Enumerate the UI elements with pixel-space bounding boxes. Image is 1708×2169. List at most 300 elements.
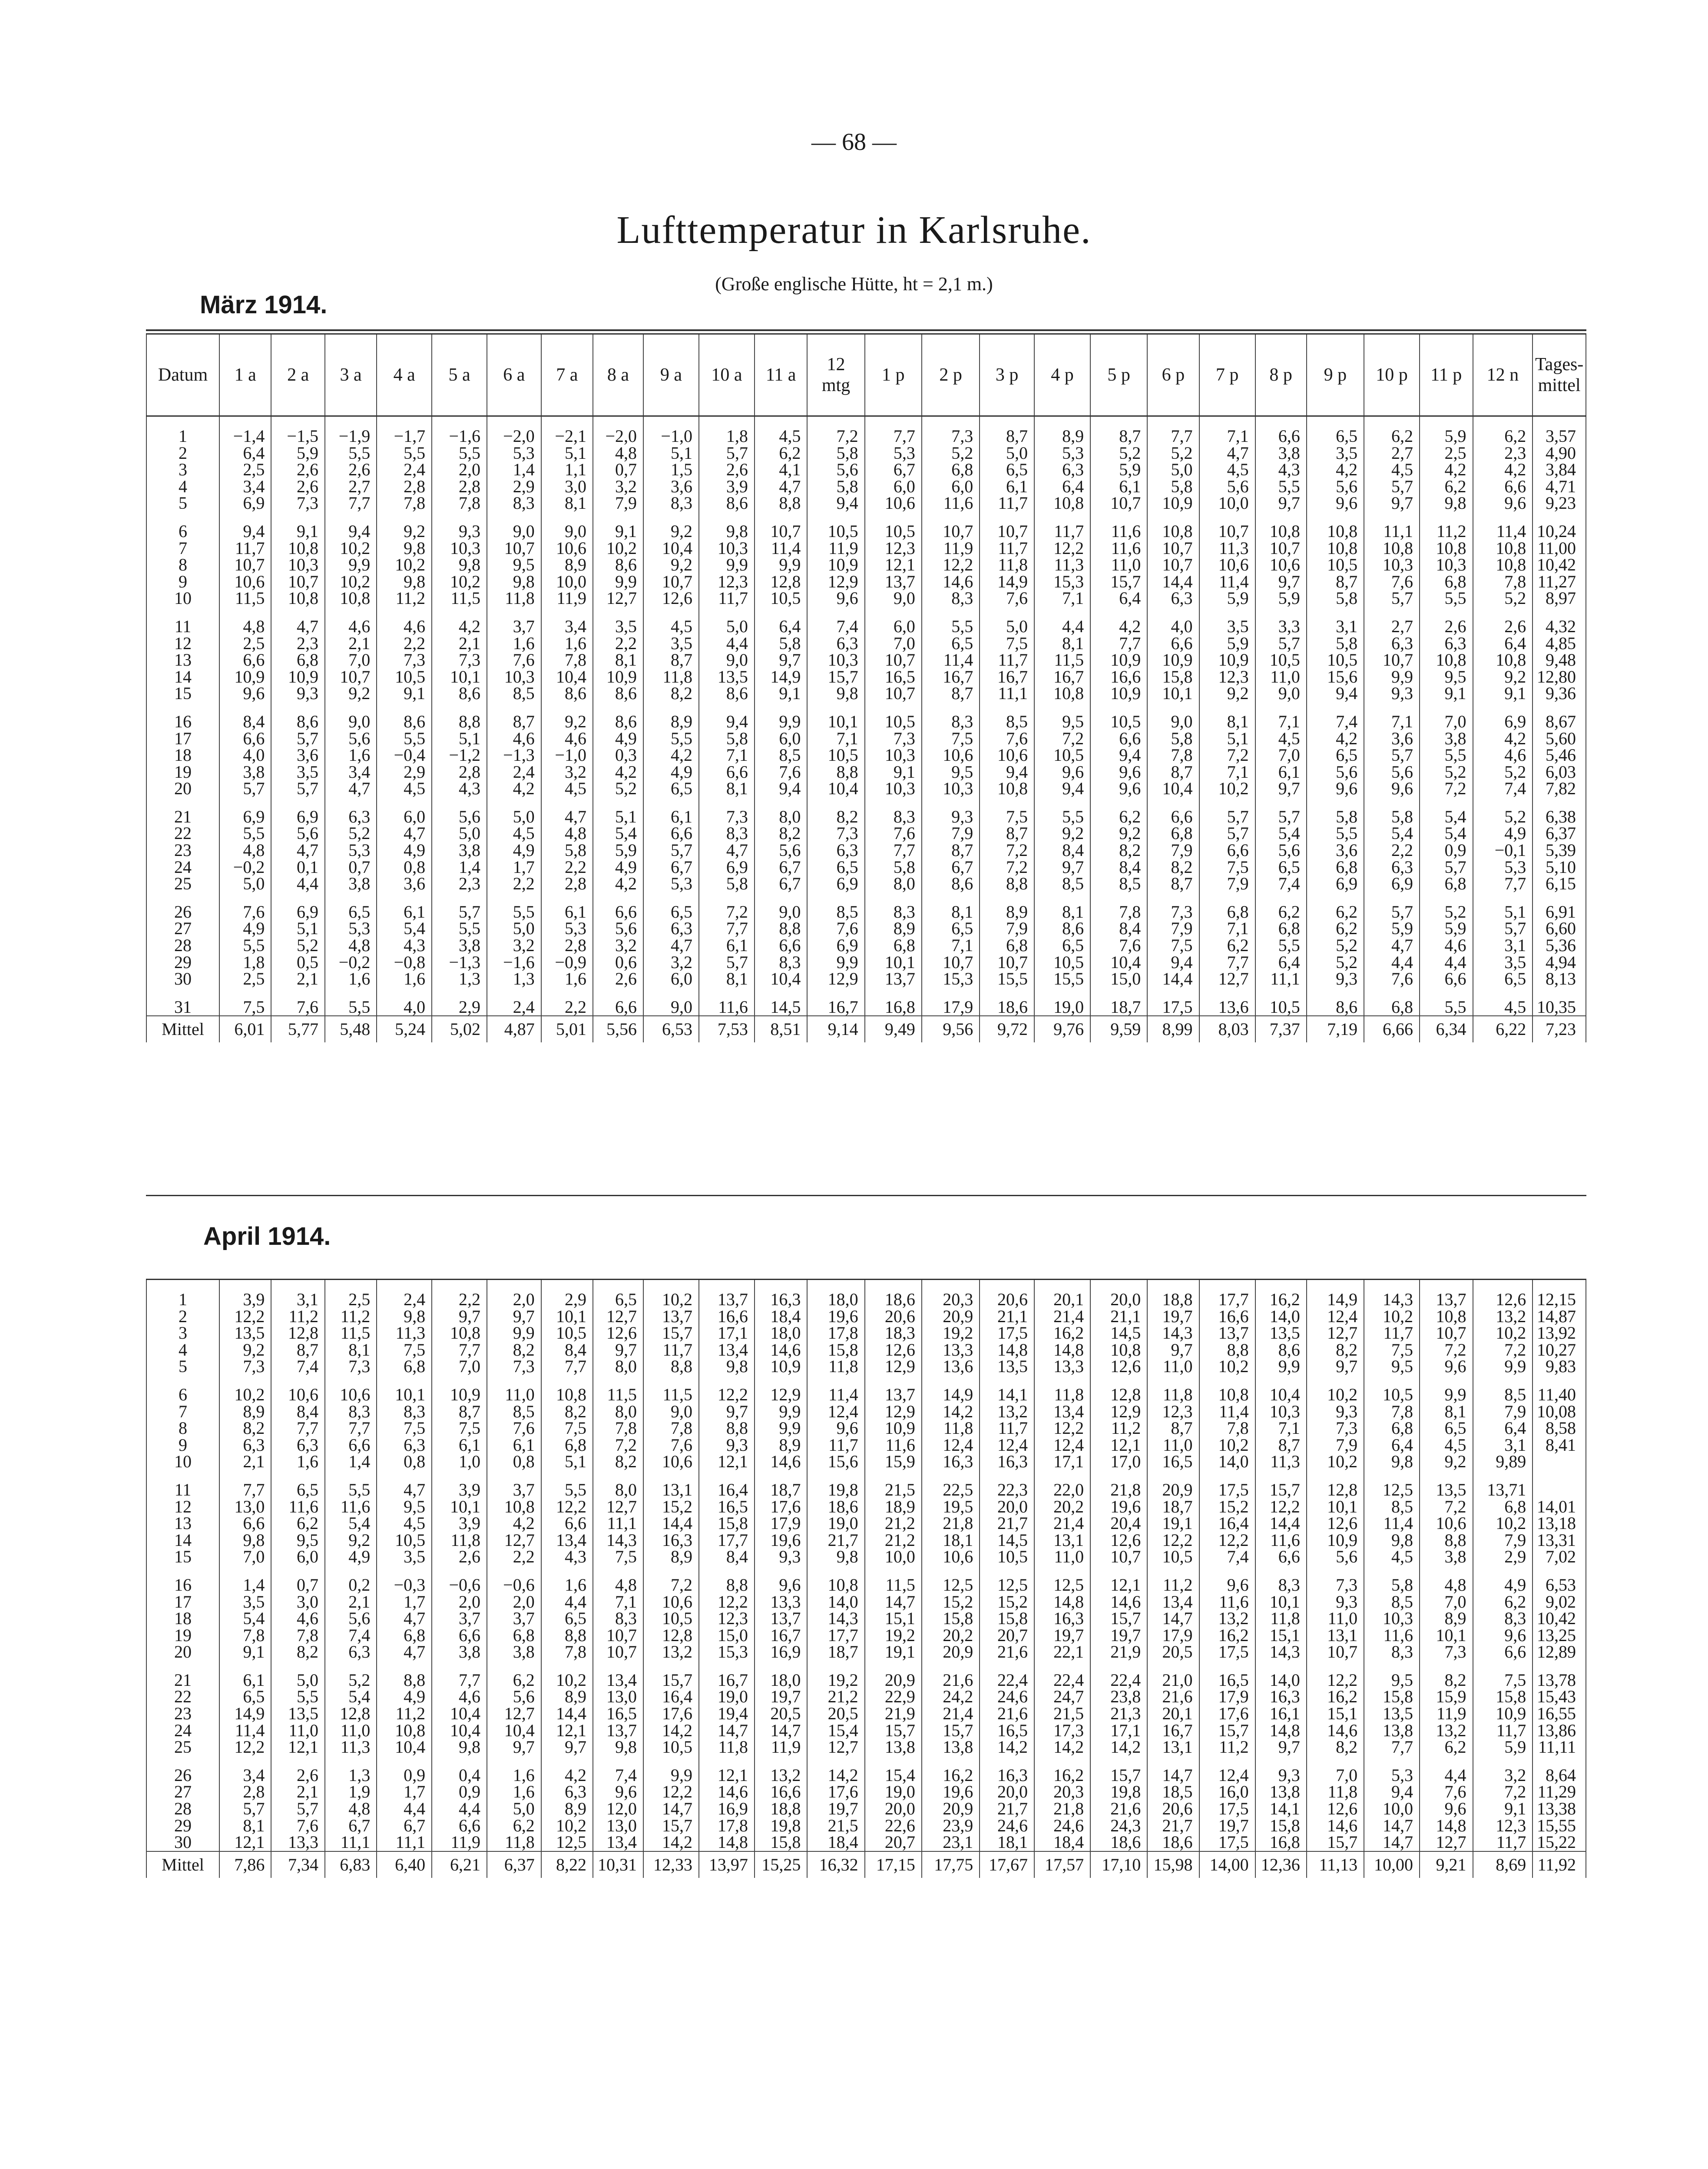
daily-mean-cell: 6,38 xyxy=(1533,809,1586,826)
temperature-cell: 22,0 xyxy=(1034,1482,1090,1499)
temperature-cell: 10,7 xyxy=(487,540,541,557)
temperature-cell: 10,1 xyxy=(807,713,864,730)
column-header: 9 p xyxy=(1307,335,1364,416)
temperature-cell: 8,3 xyxy=(1473,1610,1533,1627)
daily-mean-cell: 6,03 xyxy=(1533,764,1586,781)
temperature-cell: 14,7 xyxy=(699,1722,755,1739)
temperature-cell: 5,7 xyxy=(271,1801,325,1817)
temperature-cell: 9,9 xyxy=(755,1420,807,1437)
column-header: 8 a xyxy=(593,335,643,416)
temperature-cell: 10,8 xyxy=(1420,1308,1473,1325)
daily-mean-cell: 5,36 xyxy=(1533,937,1586,954)
temperature-cell: 14,6 xyxy=(922,574,980,590)
temperature-cell: 2,1 xyxy=(271,1784,325,1801)
temperature-cell: 17,5 xyxy=(1199,1482,1255,1499)
temperature-cell: 12,2 xyxy=(219,1739,271,1756)
temperature-cell: 8,3 xyxy=(325,1403,377,1420)
temperature-cell: 8,1 xyxy=(1034,635,1090,652)
temperature-cell: 2,6 xyxy=(271,1767,325,1784)
temperature-cell: 9,7 xyxy=(1255,780,1307,797)
temperature-cell: 5,1 xyxy=(271,920,325,937)
date-cell: 4 xyxy=(146,478,219,495)
temperature-cell: 11,0 xyxy=(1147,1437,1199,1454)
temperature-cell: 6,3 xyxy=(271,1437,325,1454)
temperature-cell: 8,7 xyxy=(1147,876,1199,892)
temperature-cell: 8,0 xyxy=(865,876,922,892)
temperature-cell: 5,5 xyxy=(432,920,487,937)
temperature-cell: 6,1 xyxy=(541,904,593,921)
temperature-cell: 14,7 xyxy=(865,1594,922,1611)
temperature-cell: 12,4 xyxy=(807,1403,864,1420)
temperature-cell: 20,6 xyxy=(1147,1801,1199,1817)
temperature-cell: 10,6 xyxy=(643,1453,699,1470)
temperature-cell: 6,8 xyxy=(922,461,980,478)
temperature-cell: 8,2 xyxy=(807,809,864,826)
temperature-cell: 18,8 xyxy=(1147,1291,1199,1308)
temperature-cell: 6,2 xyxy=(1090,809,1147,826)
temperature-cell: 3,5 xyxy=(1307,445,1364,462)
temperature-cell: 6,8 xyxy=(377,1627,432,1644)
temperature-cell: 6,6 xyxy=(1255,428,1307,445)
temperature-cell: 14,2 xyxy=(922,1403,980,1420)
temperature-cell: 10,8 xyxy=(377,1722,432,1739)
temperature-cell: 2,0 xyxy=(487,1291,541,1308)
temperature-cell: 19,2 xyxy=(865,1627,922,1644)
temperature-cell: 8,1 xyxy=(1420,1403,1473,1420)
temperature-cell: 9,2 xyxy=(1034,825,1090,842)
temperature-cell: 12,5 xyxy=(1364,1482,1420,1499)
temperature-cell: 10,3 xyxy=(865,747,922,764)
temperature-cell: 7,0 xyxy=(865,635,922,652)
temperature-cell: 10,2 xyxy=(325,540,377,557)
temperature-cell: 20,6 xyxy=(980,1291,1034,1308)
temperature-cell: 0,6 xyxy=(593,954,643,971)
temperature-cell: 13,5 xyxy=(219,1325,271,1342)
temperature-cell: 5,0 xyxy=(487,1801,541,1817)
temperature-cell: 14,7 xyxy=(643,1801,699,1817)
temperature-cell: 4,5 xyxy=(1473,999,1533,1016)
temperature-cell: 3,8 xyxy=(325,876,377,892)
temperature-cell: 5,5 xyxy=(432,445,487,462)
temperature-cell: 4,4 xyxy=(377,1801,432,1817)
temperature-cell: 6,7 xyxy=(643,859,699,876)
temperature-cell: 7,2 xyxy=(1473,1784,1533,1801)
temperature-cell: 6,5 xyxy=(980,461,1034,478)
temperature-cell: 9,9 xyxy=(1255,1358,1307,1375)
temperature-cell: 14,8 xyxy=(699,1834,755,1851)
temperature-cell: 5,6 xyxy=(1199,478,1255,495)
temperature-cell: 10,8 xyxy=(271,540,325,557)
temperature-cell: 9,6 xyxy=(219,685,271,702)
temperature-cell: 12,2 xyxy=(1307,1672,1364,1689)
temperature-cell: 5,8 xyxy=(755,635,807,652)
temperature-cell: 12,6 xyxy=(1307,1801,1364,1817)
temperature-cell: 5,7 xyxy=(1255,635,1307,652)
temperature-cell: 3,4 xyxy=(325,764,377,781)
temperature-cell: 2,8 xyxy=(541,937,593,954)
temperature-cell: 11,1 xyxy=(325,1834,377,1851)
table-frame-top xyxy=(146,329,1586,335)
temperature-cell: 6,6 xyxy=(541,1515,593,1532)
temperature-cell: 10,3 xyxy=(699,540,755,557)
temperature-cell: 15,7 xyxy=(1199,1722,1255,1739)
temperature-cell: −2,0 xyxy=(593,428,643,445)
temperature-cell: 24,7 xyxy=(1034,1688,1090,1705)
temperature-cell: 7,4 xyxy=(271,1358,325,1375)
temperature-cell: 9,4 xyxy=(807,495,864,512)
temperature-cell: 8,3 xyxy=(865,809,922,826)
temperature-cell: 12,2 xyxy=(1199,1532,1255,1549)
temperature-cell: 4,9 xyxy=(593,730,643,747)
temperature-cell: 10,2 xyxy=(325,574,377,590)
mittel-cell: 9,49 xyxy=(865,1016,922,1042)
temperature-cell: 5,5 xyxy=(325,999,377,1016)
date-cell: 10 xyxy=(146,590,219,607)
temperature-cell: 12,6 xyxy=(1090,1358,1147,1375)
temperature-cell: 7,8 xyxy=(541,1644,593,1661)
daily-mean-cell: 13,92 xyxy=(1533,1325,1586,1342)
temperature-cell: 4,2 xyxy=(487,780,541,797)
temperature-cell: 11,2 xyxy=(1147,1577,1199,1594)
temperature-cell: 7,9 xyxy=(922,825,980,842)
temperature-cell: 12,7 xyxy=(593,1499,643,1516)
temperature-cell: 22,5 xyxy=(922,1482,980,1499)
temperature-cell: 13,0 xyxy=(593,1817,643,1834)
temperature-cell: 14,8 xyxy=(1034,1594,1090,1611)
temperature-cell: 11,5 xyxy=(432,590,487,607)
temperature-cell: 14,9 xyxy=(755,669,807,686)
temperature-cell: 8,0 xyxy=(593,1358,643,1375)
temperature-cell: 3,8 xyxy=(1420,1549,1473,1565)
date-cell: 1 xyxy=(146,1291,219,1308)
temperature-cell: 6,2 xyxy=(1473,1594,1533,1611)
mittel-cell: 7,23 xyxy=(1533,1016,1586,1042)
temperature-cell: 12,4 xyxy=(1034,1437,1090,1454)
temperature-cell: 13,4 xyxy=(541,1532,593,1549)
temperature-cell: 7,4 xyxy=(593,1767,643,1784)
temperature-cell: 5,3 xyxy=(643,876,699,892)
temperature-cell: 3,1 xyxy=(1473,1437,1533,1454)
table-row xyxy=(146,904,1586,921)
temperature-cell: 6,4 xyxy=(219,445,271,462)
temperature-cell: 21,4 xyxy=(1034,1515,1090,1532)
temperature-cell: 6,0 xyxy=(755,730,807,747)
temperature-cell: 21,1 xyxy=(1090,1308,1147,1325)
temperature-cell: 9,9 xyxy=(487,1325,541,1342)
temperature-cell: 12,8 xyxy=(1090,1386,1147,1403)
temperature-cell: 5,0 xyxy=(980,445,1034,462)
temperature-cell: 9,4 xyxy=(219,523,271,540)
temperature-cell: 19,1 xyxy=(1147,1515,1199,1532)
temperature-cell: 9,8 xyxy=(377,1308,432,1325)
temperature-cell: 6,2 xyxy=(1307,904,1364,921)
temperature-cell: 10,7 xyxy=(593,1627,643,1644)
temperature-cell: 2,2 xyxy=(432,1291,487,1308)
temperature-cell: 10,0 xyxy=(541,574,593,590)
temperature-cell: 1,5 xyxy=(643,461,699,478)
temperature-cell: 13,7 xyxy=(699,1291,755,1308)
temperature-cell: 10,4 xyxy=(432,1705,487,1722)
column-header: 1 p xyxy=(865,335,922,416)
temperature-cell: 11,7 xyxy=(980,1420,1034,1437)
temperature-cell: 13,8 xyxy=(1364,1722,1420,1739)
temperature-cell: 14,9 xyxy=(1307,1291,1364,1308)
temperature-cell: 19,7 xyxy=(1147,1308,1199,1325)
temperature-cell: 3,8 xyxy=(432,937,487,954)
temperature-cell: 3,0 xyxy=(541,478,593,495)
temperature-cell: 13,4 xyxy=(699,1342,755,1359)
date-cell: 3 xyxy=(146,461,219,478)
temperature-cell: 6,6 xyxy=(643,825,699,842)
temperature-cell: 16,7 xyxy=(980,669,1034,686)
temperature-cell: 14,9 xyxy=(980,574,1034,590)
temperature-cell: 6,3 xyxy=(1420,635,1473,652)
temperature-cell: 10,9 xyxy=(1147,652,1199,669)
temperature-cell: 21,2 xyxy=(807,1688,864,1705)
temperature-cell: −2,1 xyxy=(541,428,593,445)
temperature-cell: 2,1 xyxy=(271,971,325,988)
temperature-cell: 9,2 xyxy=(377,523,432,540)
temperature-cell: 9,6 xyxy=(755,1577,807,1594)
temperature-cell: 0,5 xyxy=(271,954,325,971)
temperature-cell: 10,7 xyxy=(325,669,377,686)
temperature-cell: 10,8 xyxy=(1034,685,1090,702)
daily-mean-cell: 8,97 xyxy=(1533,590,1586,607)
temperature-cell: 19,7 xyxy=(755,1688,807,1705)
temperature-cell: 5,8 xyxy=(1364,1577,1420,1594)
temperature-cell: 14,4 xyxy=(541,1705,593,1722)
temperature-cell: 15,7 xyxy=(1255,1482,1307,1499)
temperature-cell: 10,4 xyxy=(755,971,807,988)
temperature-cell: 1,3 xyxy=(432,971,487,988)
temperature-cell: 24,6 xyxy=(980,1688,1034,1705)
temperature-cell: 4,7 xyxy=(1199,445,1255,462)
temperature-cell: 10,1 xyxy=(1420,1627,1473,1644)
temperature-cell: 7,5 xyxy=(1364,1342,1420,1359)
mittel-cell: 9,56 xyxy=(922,1016,980,1042)
temperature-cell: 2,3 xyxy=(271,635,325,652)
date-cell: 11 xyxy=(146,618,219,635)
temperature-cell: 10,5 xyxy=(865,713,922,730)
temperature-cell: 7,2 xyxy=(1199,747,1255,764)
temperature-cell: 7,6 xyxy=(487,1420,541,1437)
temperature-cell: 17,7 xyxy=(1199,1291,1255,1308)
temperature-cell: 12,3 xyxy=(1147,1403,1199,1420)
temperature-cell: 7,1 xyxy=(1364,713,1420,730)
table-row xyxy=(146,495,1586,512)
temperature-cell: 10,7 xyxy=(755,523,807,540)
mittel-cell: 9,76 xyxy=(1034,1016,1090,1042)
temperature-cell: 4,9 xyxy=(219,920,271,937)
temperature-cell: 8,7 xyxy=(1147,1420,1199,1437)
column-header: 9 a xyxy=(643,335,699,416)
temperature-cell: 4,5 xyxy=(1255,730,1307,747)
temperature-cell: 11,5 xyxy=(865,1577,922,1594)
temperature-cell: 18,7 xyxy=(1147,1499,1199,1516)
temperature-cell: 18,0 xyxy=(807,1291,864,1308)
temperature-cell: 14,7 xyxy=(755,1722,807,1739)
temperature-cell: 7,6 xyxy=(865,825,922,842)
temperature-cell: 6,3 xyxy=(325,1644,377,1661)
temperature-cell: 5,7 xyxy=(1199,809,1255,826)
temperature-cell: 11,3 xyxy=(1034,557,1090,574)
temperature-cell: 10,8 xyxy=(1364,540,1420,557)
temperature-cell: 14,0 xyxy=(1255,1308,1307,1325)
temperature-cell: 9,6 xyxy=(1473,495,1533,512)
temperature-cell: 15,7 xyxy=(807,669,864,686)
temperature-cell: 0,3 xyxy=(593,747,643,764)
temperature-cell: 9,1 xyxy=(271,523,325,540)
temperature-cell: 5,8 xyxy=(699,730,755,747)
temperature-cell: 12,2 xyxy=(699,1386,755,1403)
temperature-cell: 6,3 xyxy=(1034,461,1090,478)
temperature-cell: 12,9 xyxy=(807,971,864,988)
table-row xyxy=(146,1308,1586,1325)
daily-mean-cell: 10,24 xyxy=(1533,523,1586,540)
temperature-cell: 21,8 xyxy=(1090,1482,1147,1499)
temperature-cell: 7,8 xyxy=(219,1627,271,1644)
temperature-cell: 7,7 xyxy=(1199,954,1255,971)
daily-mean-cell: 9,02 xyxy=(1533,1594,1586,1611)
temperature-cell: 17,7 xyxy=(699,1532,755,1549)
temperature-cell: 6,9 xyxy=(699,859,755,876)
temperature-cell: 10,5 xyxy=(980,1549,1034,1565)
temperature-cell: 13,2 xyxy=(1199,1610,1255,1627)
temperature-cell: 2,1 xyxy=(219,1453,271,1470)
temperature-cell: 4,3 xyxy=(1255,461,1307,478)
temperature-cell: 4,8 xyxy=(325,1801,377,1817)
table-row xyxy=(146,1834,1586,1851)
temperature-cell: 7,3 xyxy=(487,1358,541,1375)
temperature-cell: 6,4 xyxy=(1034,478,1090,495)
temperature-cell: 7,2 xyxy=(699,904,755,921)
daily-mean-cell: 4,90 xyxy=(1533,445,1586,462)
temperature-cell: 2,5 xyxy=(219,971,271,988)
table-row xyxy=(146,1532,1586,1549)
date-cell: 26 xyxy=(146,904,219,921)
temperature-cell: 14,7 xyxy=(1364,1834,1420,1851)
temperature-cell: 7,8 xyxy=(1199,1420,1255,1437)
temperature-cell: 17,5 xyxy=(1199,1644,1255,1661)
temperature-cell: 18,8 xyxy=(755,1801,807,1817)
temperature-cell: 16,5 xyxy=(593,1705,643,1722)
temperature-cell: 4,8 xyxy=(593,445,643,462)
table-row xyxy=(146,1515,1586,1532)
temperature-cell: 4,6 xyxy=(432,1688,487,1705)
temperature-cell: 21,7 xyxy=(980,1515,1034,1532)
temperature-cell: 1,7 xyxy=(377,1784,432,1801)
temperature-cell: 8,2 xyxy=(1090,842,1147,859)
temperature-cell: 3,6 xyxy=(377,876,432,892)
temperature-cell: 8,0 xyxy=(593,1482,643,1499)
temperature-cell: 10,1 xyxy=(432,1499,487,1516)
temperature-cell: 12,7 xyxy=(593,590,643,607)
column-header: 1 a xyxy=(219,335,271,416)
temperature-cell: 6,8 xyxy=(1364,1420,1420,1437)
temperature-cell: 5,3 xyxy=(1473,859,1533,876)
temperature-cell: 5,7 xyxy=(699,445,755,462)
temperature-cell: 6,9 xyxy=(271,904,325,921)
temperature-cell: 5,2 xyxy=(325,1672,377,1689)
temperature-cell: 3,5 xyxy=(643,635,699,652)
temperature-cell: 5,2 xyxy=(1307,937,1364,954)
temperature-cell: 15,6 xyxy=(807,1453,864,1470)
mittel-cell: 8,51 xyxy=(755,1016,807,1042)
temperature-cell: 18,6 xyxy=(1090,1834,1147,1851)
temperature-cell: 6,4 xyxy=(1473,1420,1533,1437)
date-cell: 9 xyxy=(146,1437,219,1454)
table-row xyxy=(146,1817,1586,1834)
temperature-cell: 23,8 xyxy=(1090,1688,1147,1705)
temperature-cell: 9,7 xyxy=(432,1308,487,1325)
temperature-cell: 6,6 xyxy=(432,1817,487,1834)
temperature-cell: 10,7 xyxy=(1307,1644,1364,1661)
temperature-cell: 20,0 xyxy=(980,1499,1034,1516)
temperature-cell: 7,8 xyxy=(1090,904,1147,921)
temperature-cell: 8,9 xyxy=(541,557,593,574)
date-cell: 8 xyxy=(146,557,219,574)
temperature-cell: 20,3 xyxy=(922,1291,980,1308)
temperature-cell: 0,7 xyxy=(593,461,643,478)
temperature-cell: 11,8 xyxy=(807,1358,864,1375)
mittel-cell: 6,66 xyxy=(1364,1016,1420,1042)
temperature-cell: 14,3 xyxy=(1364,1291,1420,1308)
temperature-cell: 8,5 xyxy=(755,747,807,764)
temperature-cell: 11,8 xyxy=(1307,1784,1364,1801)
temperature-cell: 20,1 xyxy=(1147,1705,1199,1722)
table-row xyxy=(146,859,1586,876)
temperature-cell: 6,2 xyxy=(1364,428,1420,445)
temperature-cell: 8,8 xyxy=(1420,1532,1473,1549)
daily-mean-cell: 13,38 xyxy=(1533,1801,1586,1817)
table-row xyxy=(146,523,1586,540)
table-row xyxy=(146,747,1586,764)
temperature-cell: 4,3 xyxy=(432,780,487,797)
temperature-cell: 11,3 xyxy=(1255,1453,1307,1470)
table-row xyxy=(146,1610,1586,1627)
temperature-cell: 8,9 xyxy=(1034,428,1090,445)
temperature-cell: 20,6 xyxy=(865,1308,922,1325)
temperature-cell: 8,6 xyxy=(377,713,432,730)
temperature-cell: 19,6 xyxy=(755,1532,807,1549)
temperature-cell: 16,2 xyxy=(1034,1325,1090,1342)
temperature-cell: 16,7 xyxy=(699,1672,755,1689)
temperature-cell: 6,5 xyxy=(922,635,980,652)
temperature-cell: −0,6 xyxy=(487,1577,541,1594)
table-row xyxy=(146,618,1586,635)
temperature-cell: 11,7 xyxy=(1473,1834,1533,1851)
temperature-cell: 6,3 xyxy=(807,842,864,859)
mittel-cell: 5,24 xyxy=(377,1016,432,1042)
temperature-cell: 15,7 xyxy=(865,1722,922,1739)
temperature-cell: 5,9 xyxy=(1420,428,1473,445)
table-row xyxy=(146,461,1586,478)
temperature-cell: 8,6 xyxy=(593,557,643,574)
temperature-cell: 1,6 xyxy=(487,635,541,652)
column-header: 6 a xyxy=(487,335,541,416)
temperature-cell: 4,9 xyxy=(593,859,643,876)
date-cell: 28 xyxy=(146,1801,219,1817)
temperature-cell: 3,7 xyxy=(487,1610,541,1627)
column-header: 6 p xyxy=(1147,335,1199,416)
temperature-cell: 10,7 xyxy=(865,652,922,669)
column-header: 4 p xyxy=(1034,335,1090,416)
table-row xyxy=(146,635,1586,652)
temperature-cell: 5,9 xyxy=(1473,1739,1533,1756)
temperature-cell: 6,8 xyxy=(1420,574,1473,590)
temperature-cell: 19,8 xyxy=(1090,1784,1147,1801)
temperature-cell: 13,7 xyxy=(865,1386,922,1403)
